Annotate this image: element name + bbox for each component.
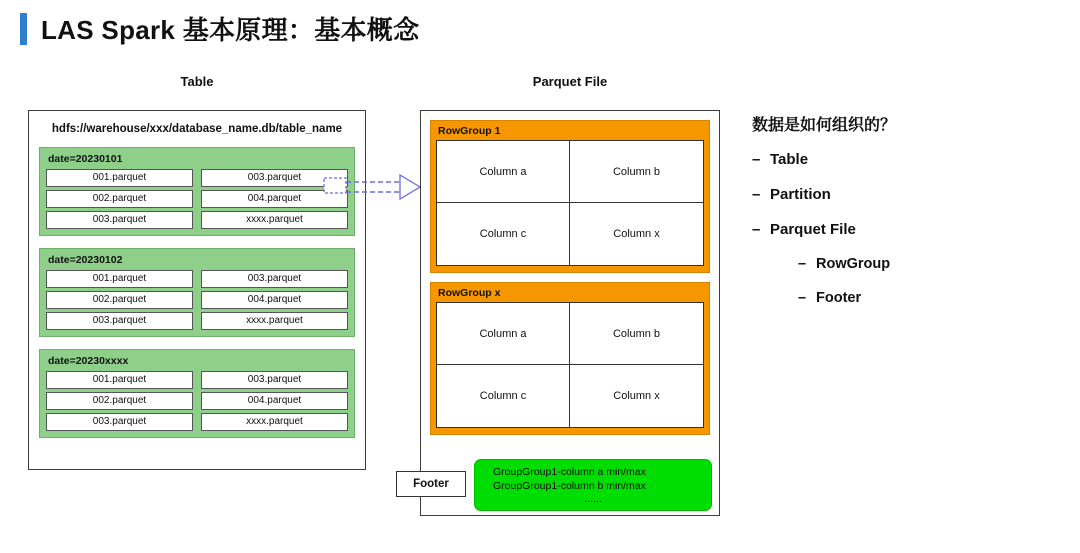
rowgroup-block — [430, 282, 710, 435]
table-panel — [28, 110, 366, 470]
rowgroup-column-grid — [436, 140, 704, 266]
parquet-file-cell: 004.parquet — [201, 291, 348, 309]
parquet-column-heading: Parquet File — [532, 74, 608, 89]
bullet-dash-icon: – — [798, 290, 807, 306]
parquet-file-cell: xxxx.parquet — [201, 312, 348, 330]
column-cell: Column b — [570, 303, 703, 365]
footer-tag-label: Footer — [396, 471, 466, 497]
partition-label: date=20230101 — [48, 153, 123, 165]
column-cell: Column b — [570, 141, 703, 203]
bullet-label: RowGroup — [816, 256, 891, 272]
file-grid — [46, 169, 348, 229]
bullet-item-partition — [752, 186, 1052, 203]
table-column-heading: Table — [180, 74, 214, 89]
rowgroup-label: RowGroup 1 — [438, 125, 501, 137]
partition-block — [39, 147, 355, 236]
right-panel-title: 数据是如何组织的？ — [752, 117, 897, 134]
parquet-file-cell: xxxx.parquet — [201, 413, 348, 431]
bullet-dash-icon: – — [798, 256, 807, 272]
right-panel — [752, 112, 1052, 324]
footer-row — [413, 459, 721, 515]
footer-ellipsis: ...... — [584, 493, 602, 505]
file-grid — [46, 371, 348, 431]
column-cell: Column c — [437, 365, 570, 427]
bullet-item-footer — [798, 290, 1052, 306]
file-grid — [46, 270, 348, 330]
parquet-file-cell: 001.parquet — [46, 169, 193, 187]
partition-block — [39, 349, 355, 438]
rowgroup-column-grid — [436, 302, 704, 428]
rowgroup-label: RowGroup x — [438, 287, 501, 299]
bullet-item-table — [752, 151, 1052, 168]
bullet-dash-icon: – — [752, 151, 761, 168]
bullet-item-parquet-file — [752, 221, 1052, 238]
parquet-file-cell: 003.parquet — [46, 413, 193, 431]
footer-metadata-box — [474, 459, 712, 511]
title-accent-bar — [20, 13, 27, 45]
bullet-item-rowgroup — [798, 256, 1052, 272]
bullet-label: Parquet File — [770, 221, 856, 238]
partition-label: date=20230xxxx — [48, 355, 129, 367]
partition-block — [39, 248, 355, 337]
bullet-label: Partition — [770, 186, 831, 203]
hdfs-path-label: hdfs://warehouse/xxx/database_name.db/table_name — [51, 123, 343, 135]
parquet-file-cell: 003.parquet — [46, 312, 193, 330]
parquet-file-cell: 002.parquet — [46, 190, 193, 208]
partition-label: date=20230102 — [48, 254, 123, 266]
column-cell: Column x — [613, 228, 660, 240]
rowgroup-block — [430, 120, 710, 273]
parquet-file-cell: 002.parquet — [46, 291, 193, 309]
footer-stat-line: GroupGroup1-column a min/max — [493, 466, 646, 478]
bullet-label: Table — [770, 151, 809, 168]
column-cell: Column c — [437, 203, 570, 265]
bullet-dash-icon: – — [752, 186, 761, 203]
parquet-file-cell: 003.parquet — [46, 211, 193, 229]
parquet-file-cell: 004.parquet — [201, 190, 348, 208]
parquet-file-cell: 003.parquet — [201, 371, 348, 389]
parquet-file-cell: xxxx.parquet — [201, 211, 348, 229]
parquet-file-cell: 001.parquet — [46, 371, 193, 389]
parquet-file-cell: 003.parquet — [201, 270, 348, 288]
column-cell: Column a — [437, 141, 570, 203]
connector-arrow-icon — [322, 170, 432, 210]
column-cell: Column a — [437, 303, 570, 365]
footer-stat-line: GroupGroup1-column b min/max — [493, 480, 646, 492]
bullet-label: Footer — [816, 290, 862, 306]
column-cell: Column x — [613, 390, 660, 402]
parquet-file-cell: 004.parquet — [201, 392, 348, 410]
parquet-panel — [413, 110, 720, 516]
title-text: LAS Spark 基本原理：基本概念 — [41, 15, 420, 45]
parquet-file-cell: 003.parquet — [201, 169, 348, 187]
parquet-file-cell: 001.parquet — [46, 270, 193, 288]
bullet-dash-icon: – — [752, 221, 761, 238]
page-title — [20, 10, 419, 47]
parquet-file-cell: 002.parquet — [46, 392, 193, 410]
